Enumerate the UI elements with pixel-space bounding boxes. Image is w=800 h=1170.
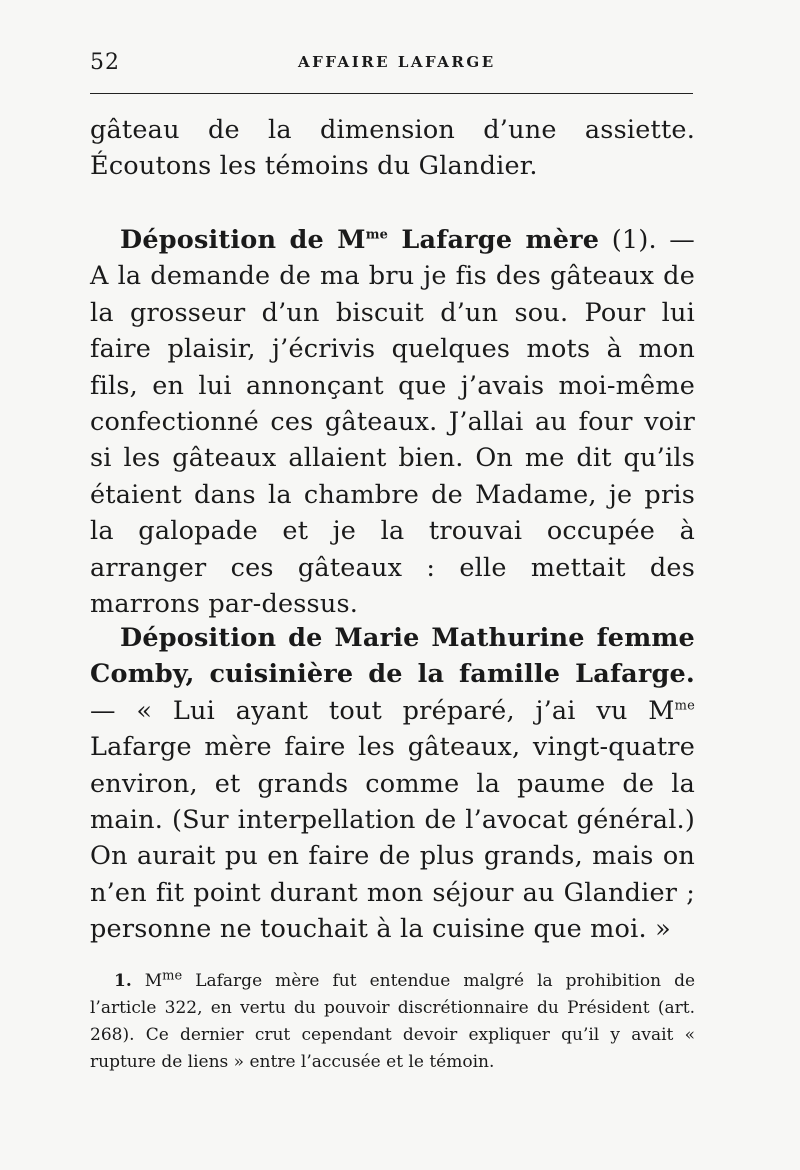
footnote — [90, 968, 695, 1076]
header-rule — [90, 93, 693, 94]
heading-text: Déposition de M — [120, 225, 366, 255]
deposition-text: « Lui ayant tout préparé, j’ai vu M — [136, 695, 675, 726]
paragraph-deposition-comby — [90, 620, 695, 948]
footnote-text: Lafarge mère fut entendue malgré la prohibition de l’article 322, en vertu du pouvoir discrétionnaire du Président (art. 268). Ce dernier crut cependant devoir expliquer qu’il y avait « rupture de liens » entre l’accusée et le témoin. — [90, 971, 696, 1072]
deposition-text: A la demande de ma bru je fis des gâteaux de la grosseur d’un biscuit d’un sou. Pour lui faire plaisir, j’écrivis quelques mots à mon fils, en lui annonçant que j’avais moi-même confectionné ces gâteaux. J’allai au four voir si les gâteaux allaient bien. On me dit qu’ils étaient dans la chambre de Madame, je pris la galopade et je la trouvai occupée à arranger ces gâteaux : elle mettait des marrons par-dessus. — [90, 261, 695, 620]
footnote-reference: (1). — — [599, 225, 695, 255]
heading-text: Lafarge mère — [388, 225, 600, 255]
heading-dash: — — [90, 695, 137, 726]
superscript-abbrev: me — [674, 698, 695, 714]
deposition-heading-lafarge — [120, 225, 599, 255]
superscript-abbrev: me — [162, 968, 183, 984]
paragraph-continuation: gâteau de la dimension d’une assiette. Écoutons les témoins du Glandier. — [90, 115, 695, 182]
running-head — [90, 50, 695, 80]
running-title: AFFAIRE LAFARGE — [298, 53, 496, 71]
deposition-heading-comby: Déposition de Marie Mathurine femme Comby, cuisinière de la famille Lafarge. — [90, 623, 695, 690]
page-number: 52 — [90, 50, 120, 75]
deposition-text: Lafarge mère faire les gâteaux, vingt-quatre environ, et grands comme la paume de la main. (Sur interpellation de l’avocat général.) On aurait pu en faire de plus grands, mais on n’en fit point durant mon séjour au Glandier ; personne ne touchait à la cuisine que moi. » — [90, 732, 695, 945]
paragraph-deposition-lafarge — [90, 222, 695, 622]
footnote-text: M — [131, 971, 163, 991]
footnote-number: 1. — [114, 971, 132, 991]
superscript-abbrev: me — [365, 227, 389, 243]
